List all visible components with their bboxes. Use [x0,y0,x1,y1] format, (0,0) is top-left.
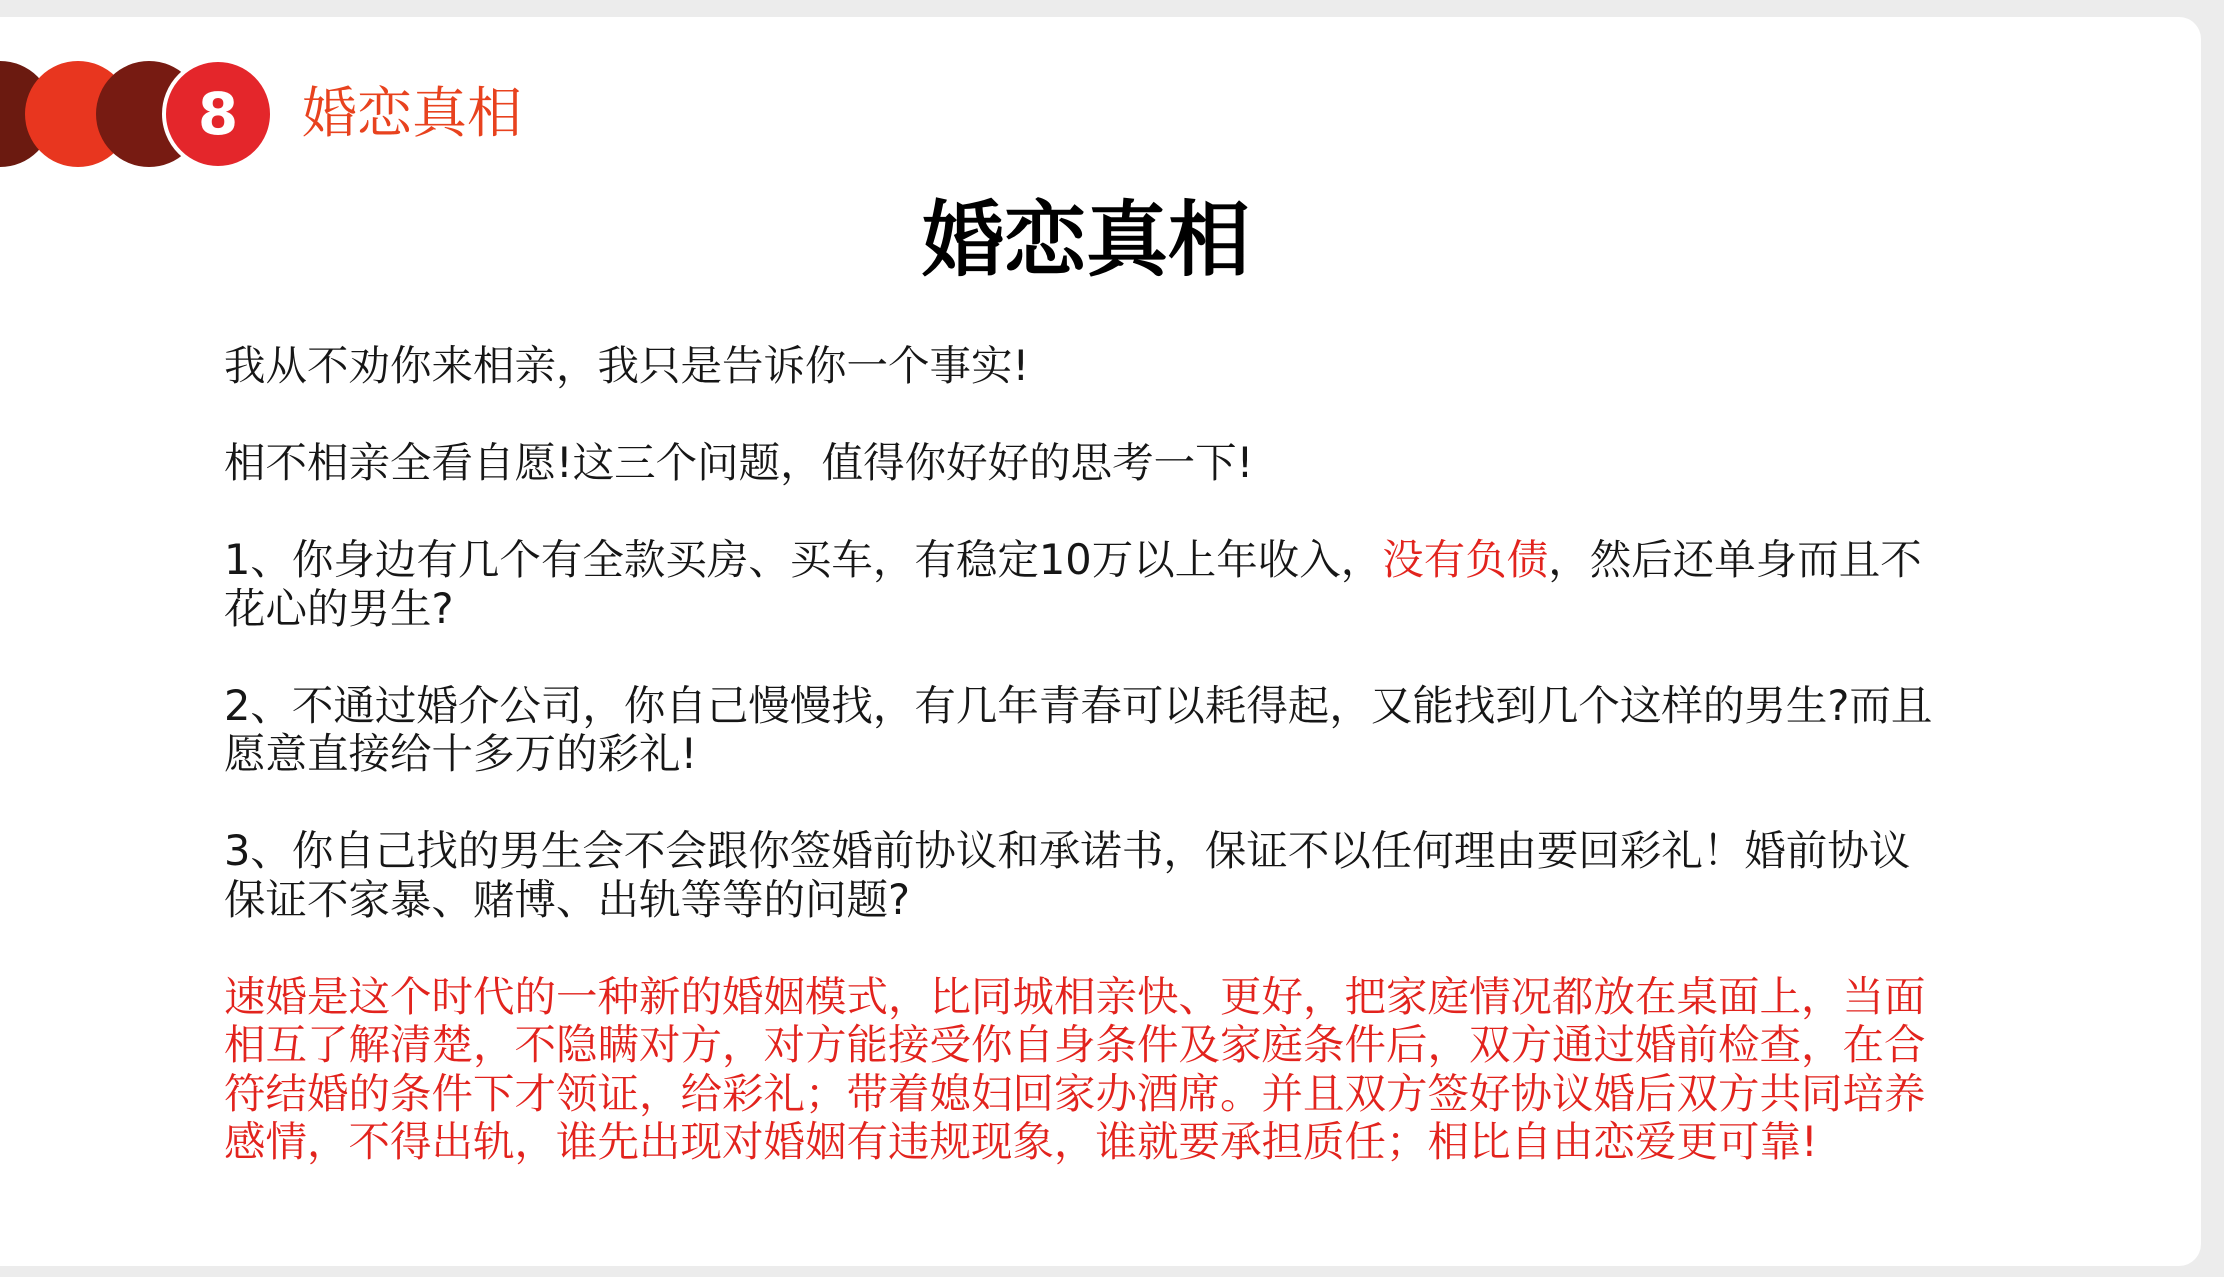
page-title: 婚恋真相 [921,193,1250,288]
question-2 [224,682,2124,779]
text-line: 符结婚的条件下才领证，给彩礼；带着媳妇回家办酒席。并且双方签好协议婚后双方共同培养 [224,1068,1926,1118]
section-title: 婚恋真相 [302,81,523,145]
intro-paragraph [224,439,2124,488]
text-line: 愿意直接给十多万的彩礼! [224,729,698,778]
section-number-badge [162,58,274,170]
text-line: 相不相亲全看自愿!这三个问题，值得你好好的思考一下! [224,438,1254,487]
intro-paragraph [224,342,2124,391]
text-line: 我从不劝你来相亲，我只是告诉你一个事实! [224,341,1030,390]
text-line [224,536,2124,585]
question-3 [224,827,2124,924]
text-segment: ，然后还单身而且不 [1548,535,1922,584]
text-line: 花心的男生? [224,583,454,633]
text-line: 2、不通过婚介公司，你自己慢慢找，有几年青春可以耗得起，又能找到几个这样的男生?而且 [224,680,1933,730]
text-line: 相互了解清楚，不隐瞒对方，对方能接受你自身条件及家庭条件后，双方通过婚前检查，在合 [224,1020,1926,1069]
text-segment: 1、你身边有几个有全款买房、买车，有稳定10万以上年收入， [224,535,1383,584]
text-line: 保证不家暴、赌博、出轨等等的问题? [224,874,911,924]
slide-card [0,17,2201,1266]
section-number: 8 [197,80,239,148]
text-line: 3、你自己找的男生会不会跟你签婚前协议和承诺书，保证不以任何理由要回彩礼！婚前协议 [224,826,1911,875]
text-line: 速婚是这个时代的一种新的婚姻模式，比同城相亲快、更好，把家庭情况都放在桌面上，当面 [224,971,1926,1021]
conclusion-paragraph [224,973,2124,1167]
question-1 [224,536,2124,633]
text-line: 感情，不得出轨，谁先出现对婚姻有违规现象，谁就要承担质任；相比自由恋爱更可靠! [224,1117,1818,1166]
slide-body [224,342,2124,1215]
highlighted-text: 没有负债 [1382,535,1549,584]
